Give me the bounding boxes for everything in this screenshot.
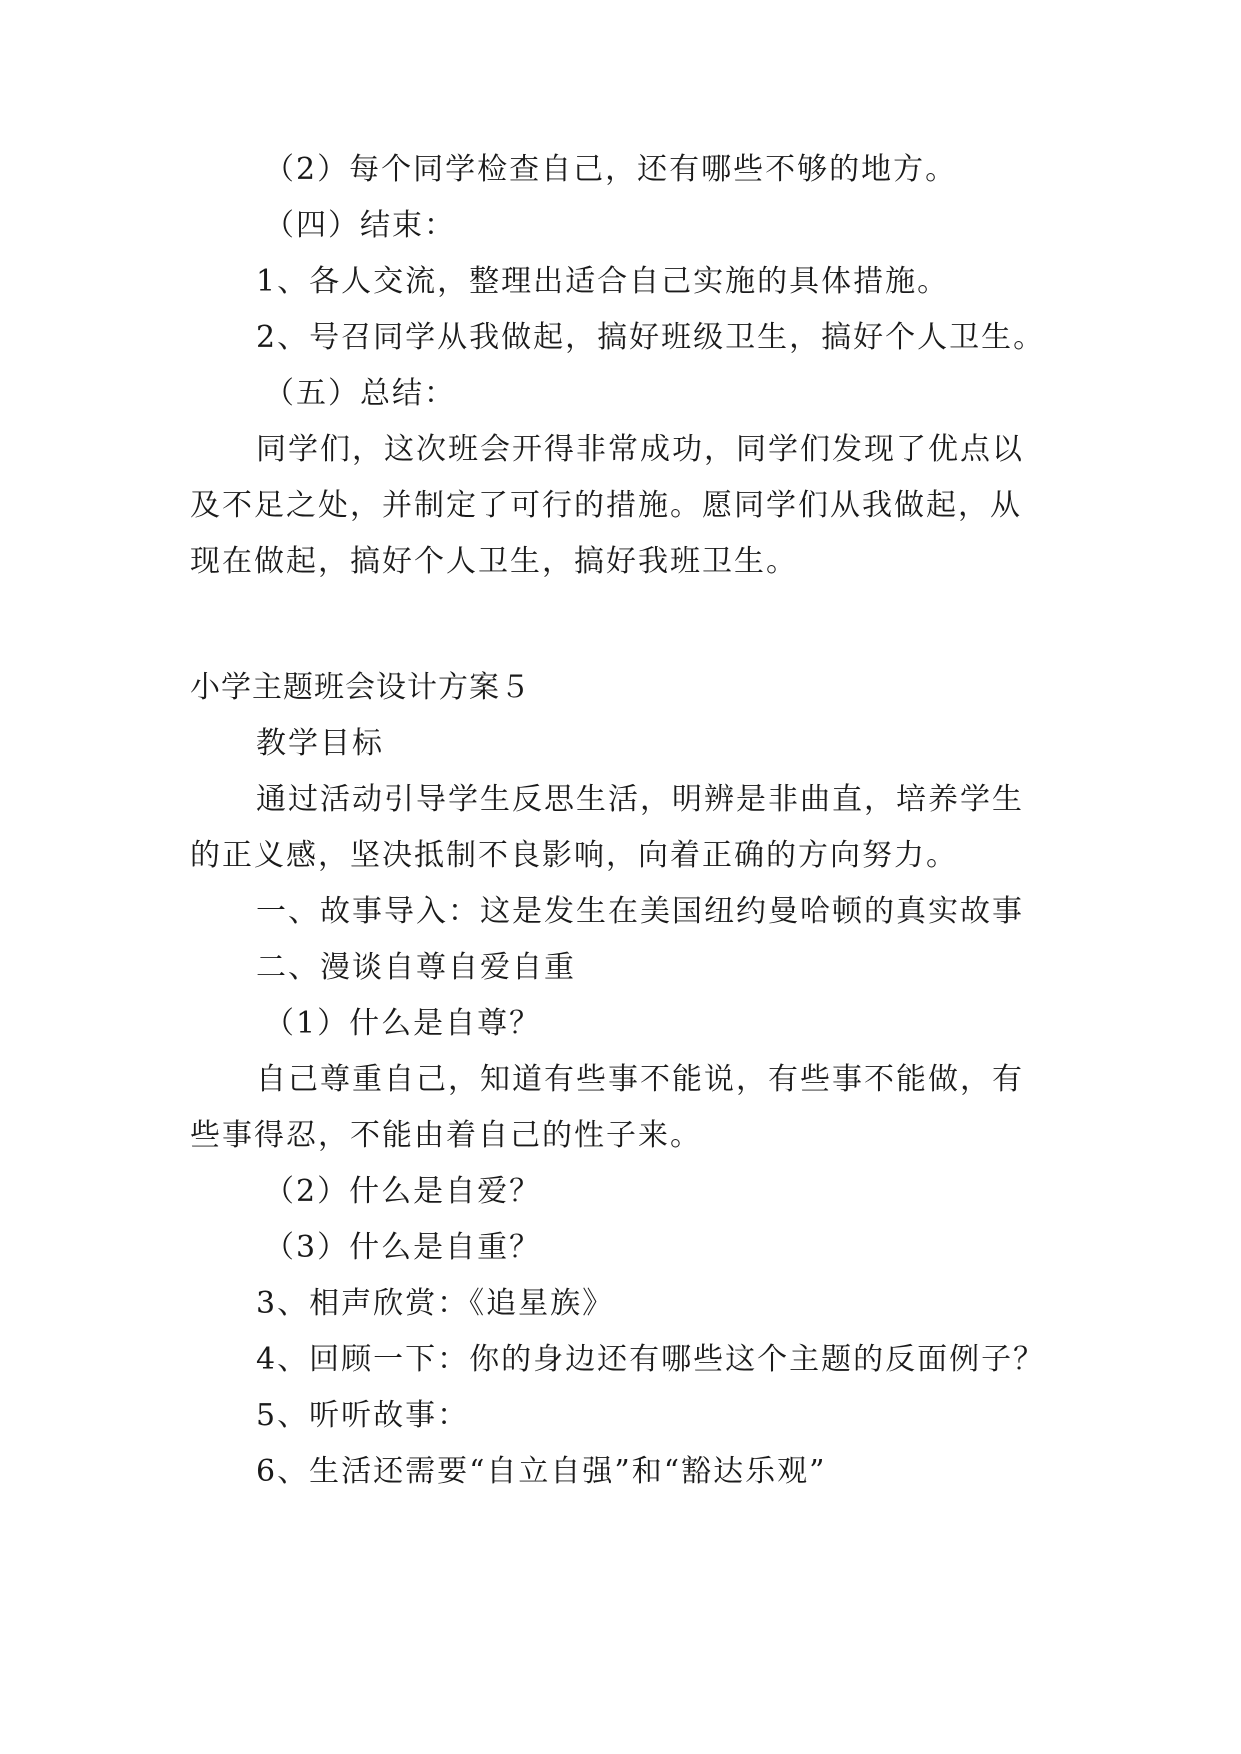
paragraph-line: 的正义感，坚决抵制不良影响，向着正确的方向努力。 bbox=[190, 838, 958, 873]
paragraph-line: 自己尊重自己，知道有些事不能说，有些事不能做，有 bbox=[256, 1062, 1024, 1097]
paragraph-line: 一、故事导入：这是发生在美国纽约曼哈顿的真实故事 bbox=[256, 894, 1024, 929]
document-title: 小学主题班会设计方案５ bbox=[190, 670, 531, 705]
paragraph-line: 4、回顾一下：你的身边还有哪些这个主题的反面例子？ bbox=[256, 1342, 1046, 1377]
paragraph-line: 些事得忍，不能由着自己的性子来。 bbox=[190, 1118, 702, 1153]
paragraph-line: 同学们，这次班会开得非常成功，同学们发现了优点以 bbox=[256, 432, 1024, 467]
paragraph-line: （2）什么是自爱？ bbox=[264, 1174, 542, 1209]
paragraph-line: 3、相声欣赏：《追星族》 bbox=[256, 1286, 615, 1321]
section-heading: （四）结束： bbox=[264, 208, 456, 243]
paragraph-line: 现在做起，搞好个人卫生，搞好我班卫生。 bbox=[190, 544, 798, 579]
paragraph-line: （3）什么是自重？ bbox=[264, 1230, 542, 1265]
paragraph-line: 通过活动引导学生反思生活，明辨是非曲直，培养学生 bbox=[256, 782, 1024, 817]
paragraph-line: 及不足之处，并制定了可行的措施。愿同学们从我做起，从 bbox=[190, 488, 1022, 523]
section-heading: 教学目标 bbox=[256, 726, 384, 761]
paragraph-line: 2、号召同学从我做起，搞好班级卫生，搞好个人卫生。 bbox=[256, 320, 1046, 355]
paragraph-line: 6、生活还需要“自立自强”和“豁达乐观” bbox=[256, 1454, 827, 1489]
paragraph-line: （2）每个同学检查自己，还有哪些不够的地方。 bbox=[264, 152, 958, 187]
section-heading: （五）总结： bbox=[264, 376, 456, 411]
paragraph-line: 5、听听故事： bbox=[256, 1398, 470, 1433]
paragraph-line: 1、各人交流，整理出适合自己实施的具体措施。 bbox=[256, 264, 950, 299]
paragraph-line: 二、漫谈自尊自爱自重 bbox=[256, 950, 576, 985]
paragraph-line: （1）什么是自尊？ bbox=[264, 1006, 542, 1041]
